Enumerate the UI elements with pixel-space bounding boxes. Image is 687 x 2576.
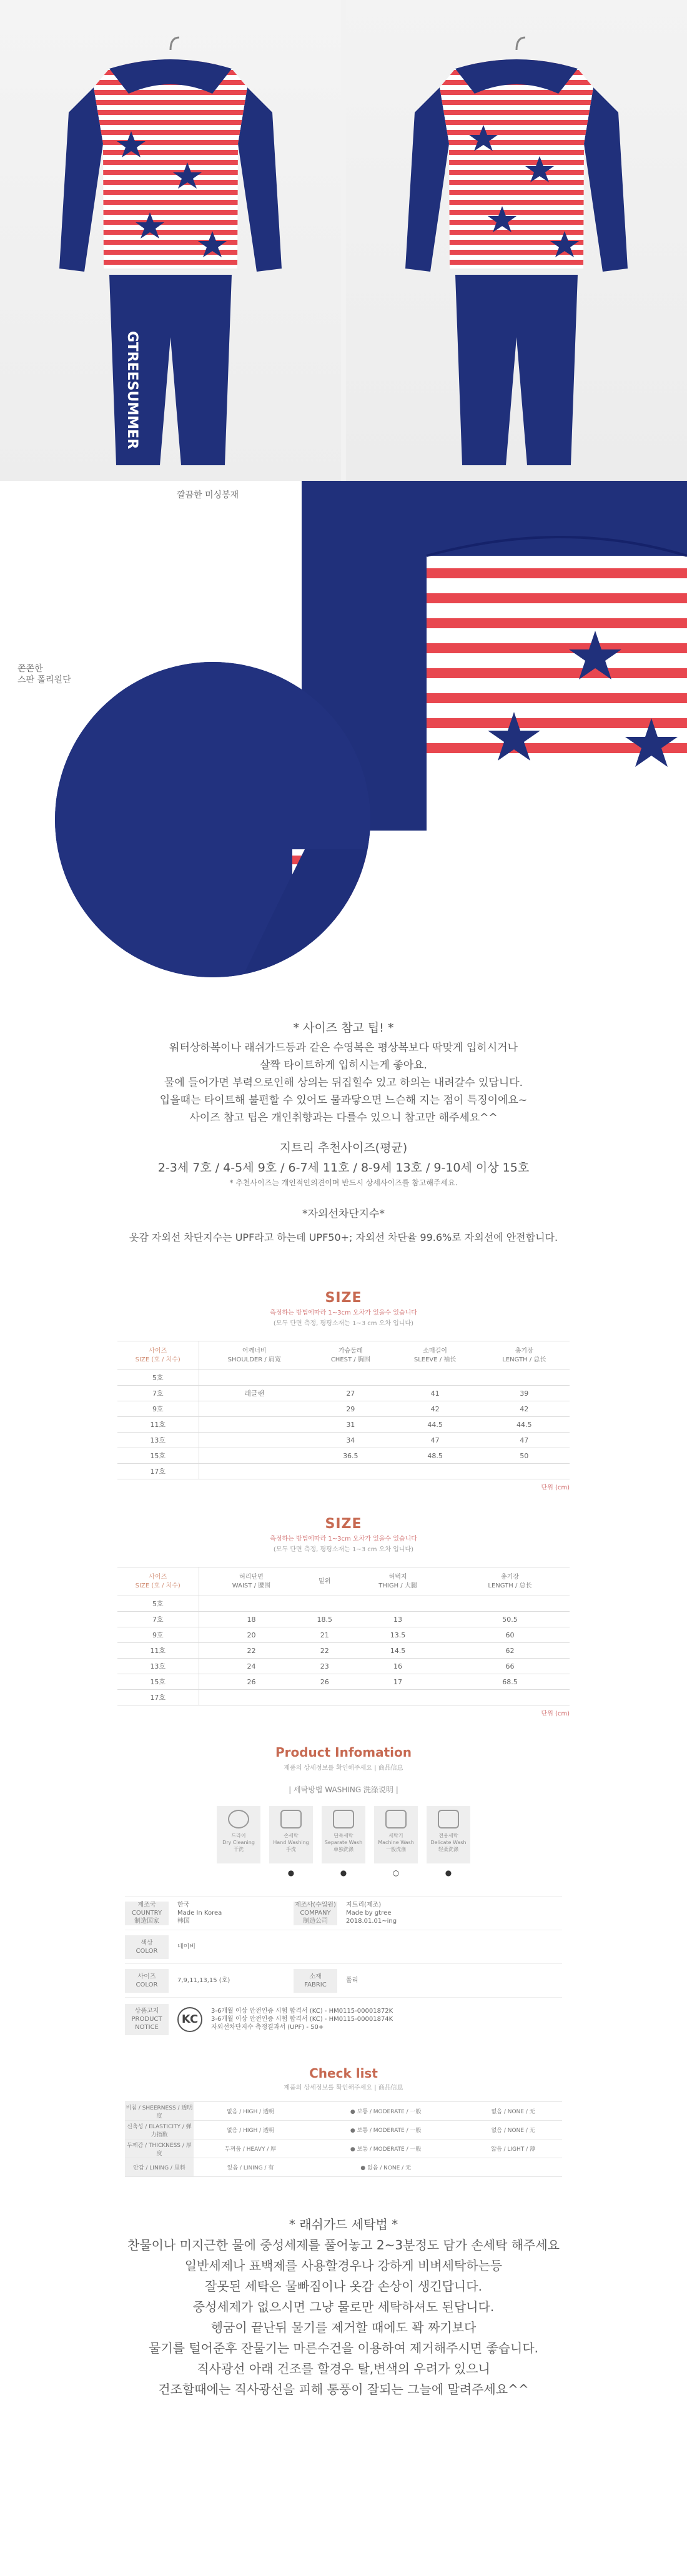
no-tumble-dry-icon [438,1810,459,1828]
size-cell: 5호 [117,1596,199,1612]
check-list-section [0,2066,687,2177]
size-cell: 31 [310,1417,392,1433]
washing-machine-icon [385,1810,407,1828]
product-photo-front [0,0,341,481]
check-option: 없음 / HIGH / 透明 [194,2121,307,2139]
table-row [117,1659,570,1674]
size-cell: 11호 [117,1417,199,1433]
size-note: 측정하는 방법에따라 1~3cm 오차가 있을수 있습니다 [270,1536,417,1542]
table-row [117,1596,570,1612]
tips-heading: * 사이즈 참고 팁! * [293,1021,394,1035]
info-value: 한국 Made In Korea 韩国 [177,1902,222,1925]
size-cell: 15호 [117,1448,199,1464]
product-info-table [125,1896,562,2041]
wash-mark: ○ [392,1868,400,1877]
size-title: SIZE [325,1516,362,1532]
size-cell [199,1401,310,1417]
wash-mark: ● [340,1868,347,1877]
size-cell [304,1596,345,1612]
uv-text: 옷감 자외선 차단지수는 UPF라고 하는데 UPF50+; 자외선 차단율 99.6%로 자외선에 안전합니다. [129,1231,558,1243]
washing-heading: * 래쉬가드 세탁법 * [289,2217,398,2232]
size-header: 사이즈 SIZE (호 / 치수) [117,1341,199,1370]
size-cell [199,1417,310,1433]
size-cell [310,1370,392,1386]
size-note: (모두 단면 측정, 평평소재는 1~3 cm 오차 입니다) [273,1320,414,1327]
size-header: 소매길이 SLEEVE / 袖长 [392,1341,479,1370]
table-row [117,1433,570,1448]
size-title: SIZE [325,1290,362,1306]
size-cell: 34 [310,1433,392,1448]
check-label: 비침 / SHEERNESS / 透明度 [125,2102,194,2121]
size-cell: 42 [479,1401,570,1417]
size-unit: 단위 (cm) [541,1710,570,1717]
size-header: 사이즈 SIZE (호 / 치수) [117,1567,199,1596]
size-cell: 21 [304,1627,345,1643]
size-cell: 래글랜 [199,1386,310,1401]
product-info-subtitle: 제품의 상세정보를 확인해주세요 | 商品信息 [284,1765,403,1772]
size-cell: 66 [450,1659,570,1674]
check-option: 있음 / LINING / 有 [194,2158,307,2177]
wash-mark: ● [287,1868,295,1877]
wash-label: 손세탁 Hand Washing 手洗 [273,1833,309,1852]
recommend-heading: 지트리 추천사이즈(평균) [279,1141,408,1155]
check-label: 두께감 / THICKNESS / 厚度 [125,2139,194,2158]
check-list-subtitle: 제품의 상세정보를 확인해주세요 | 商品信息 [284,2085,403,2091]
check-list-title: Check list [309,2066,378,2081]
wash-label: 세탁기 Machine Wash 一般洗涤 [378,1833,414,1852]
size-cell [199,1370,310,1386]
size-cell: 50.5 [450,1612,570,1627]
info-value: 폴리 [346,1977,358,1984]
info-label: 소재 FABRIC [294,1969,337,1993]
dry-cleaning-icon [228,1810,249,1828]
bottom-size-table [117,1567,570,1705]
size-header: 어깨너비 SHOULDER / 肩宽 [199,1341,310,1370]
size-cell: 36.5 [310,1448,392,1464]
info-value: 3-6개월 이상 안전인증 시험 합격서 (KC) - HM0115-00001872K 3-6개월 이상 안전인증 시험 합격서 (KC) - HM0115-00001874K 자외선차단지수 측정결과서 (UPF) - 50+ [211,2008,393,2031]
size-cell: 44.5 [479,1417,570,1433]
size-cell: 68.5 [450,1674,570,1690]
size-cell [199,1596,304,1612]
check-row [125,2139,562,2158]
wash-methods [0,1806,687,1863]
table-row [117,1612,570,1627]
size-cell: 22 [199,1643,304,1659]
info-label: 제조국 COUNTRY 制造国家 [125,1902,169,1925]
wash-method [374,1806,418,1863]
size-cell [199,1448,310,1464]
recommend-ages: 2-3세 7호 / 4-5세 9호 / 6-7세 11호 / 8-9세 13호 / 9-10세 이상 15호 [157,1161,530,1175]
size-header: 허벅지 THIGH / 大腿 [345,1567,450,1596]
wash-mark [217,1868,260,1877]
bottom-size-block [0,1516,687,1717]
size-cell: 7호 [117,1386,199,1401]
wash-heading: | 세탁방법 WASHING 洗涤说明 | [289,1785,398,1794]
rashguard-front-illustration [0,0,341,481]
info-row-notice [125,1997,562,2041]
tips-line: 워터상하복이나 래쉬가드등과 같은 수영복은 평상복보다 딱맞게 입히시거나 [169,1042,518,1054]
size-cell [479,1370,570,1386]
caption-seam: 깔끔한 미싱봉재 [177,490,239,500]
closeup-section [0,481,687,1012]
size-cell: 18.5 [304,1612,345,1627]
size-cell: 50 [479,1448,570,1464]
size-cell: 23 [304,1659,345,1674]
size-cell: 48.5 [392,1448,479,1464]
fabric-closeup-illustration [55,662,370,977]
tips-line: 살짝 타이트하게 입히시는게 좋아요. [260,1059,427,1072]
washing-line: 직사광선 아래 건조를 할경우 탈,변색의 우려가 있으니 [197,2361,490,2376]
wash-mark: ● [445,1868,452,1877]
check-option: 두꺼움 / HEAVY / 厚 [194,2139,307,2158]
product-info-section [0,1745,687,2041]
table-row [117,1643,570,1659]
washing-line: 헹굼이 끝난뒤 물기를 제거할 때에도 꽉 짜기보다 [210,2320,477,2335]
table-row [117,1690,570,1705]
wash-label: 전용세탁 Delicate Wash 轻柔洗涤 [430,1833,467,1852]
size-cell [199,1433,310,1448]
size-header: 총기장 LENGTH / 总长 [450,1567,570,1596]
check-option: 얇음 / LIGHT / 薄 [464,2139,562,2158]
wash-method [322,1806,365,1863]
size-cell: 42 [392,1401,479,1417]
check-label: 신축성 / ELASTICITY / 弹力指数 [125,2121,194,2139]
info-row-color [125,1930,562,1963]
check-list-table [125,2101,562,2177]
table-row [117,1674,570,1690]
size-cell: 5호 [117,1370,199,1386]
washing-line: 건조할때에는 직사광선을 피해 통풍이 잘되는 그늘에 말려주세요^^ [158,2382,529,2397]
size-cell: 7호 [117,1612,199,1627]
table-row [117,1627,570,1643]
wash-method [427,1806,470,1863]
check-option: 없음 / NONE / 无 [464,2121,562,2139]
wash-marks [0,1868,687,1877]
info-value: 7,9,11,13,15 (호) [177,1977,230,1984]
check-row [125,2102,562,2121]
size-note: (모두 단면 측정, 평평소재는 1~3 cm 오차 입니다) [273,1546,414,1553]
check-option [464,2158,562,2177]
check-option: ● 보통 / MODERATE / 一般 [307,2139,464,2158]
size-cell [304,1690,345,1705]
hand-washing-icon [280,1810,302,1828]
table-row [117,1401,570,1417]
wash-label: 단독세탁 Separate Wash 单独洗涤 [324,1833,363,1852]
size-cell [392,1370,479,1386]
caption-fabric [17,663,71,686]
washing-line: 중성세제가 없으시면 그냥 물로만 세탁하셔도 된답니다. [192,2299,495,2314]
size-cell: 60 [450,1627,570,1643]
washing-line: 일반세제나 표백제를 사용할경우나 강하게 비벼세탁하는등 [184,2258,503,2273]
size-cell: 26 [199,1674,304,1690]
top-size-table [117,1341,570,1479]
check-label: 안감 / LINING / 里料 [125,2158,194,2177]
size-header: 총기장 LENGTH / 总长 [479,1341,570,1370]
caption-fabric-line2: 스판 폴리원단 [17,675,71,685]
size-note: 측정하는 방법에따라 1~3cm 오차가 있을수 있습니다 [270,1310,417,1316]
wash-label: 드라이 Dry Cleaning 干洗 [222,1833,255,1852]
size-cell [345,1596,450,1612]
table-row [117,1448,570,1464]
size-cell: 16 [345,1659,450,1674]
check-option: ● 보통 / MODERATE / 一般 [307,2121,464,2139]
size-cell: 27 [310,1386,392,1401]
check-option: ● 없음 / NONE / 无 [307,2158,464,2177]
size-cell: 17호 [117,1464,199,1479]
size-tips [0,1012,687,1246]
rashguard-front-illustration-2 [346,0,687,481]
size-cell [310,1464,392,1479]
tips-line: 사이즈 참고 팁은 개인취향과는 다를수 있으니 참고만 해주세요^^ [189,1112,498,1124]
info-row-origin [125,1896,562,1930]
washing-line: 찬물이나 미지근한 물에 중성세제를 풀어놓고 2~3분정도 담가 손세탁 해주세요 [127,2238,560,2253]
wash-method [269,1806,313,1863]
top-size-block [0,1290,687,1491]
size-cell: 13호 [117,1659,199,1674]
size-cell [392,1464,479,1479]
table-row [117,1370,570,1386]
tips-line: 입을때는 타이트해 불편할 수 있어도 물과닿으면 느슨해 지는 점이 특징이에요~ [159,1094,528,1107]
info-label: 상품고지 PRODUCT NOTICE [125,2004,169,2035]
info-value: 네이비 [177,1943,195,1950]
check-option: 없음 / NONE / 无 [464,2102,562,2121]
size-cell: 47 [479,1433,570,1448]
size-cell [199,1464,310,1479]
size-cell [450,1596,570,1612]
size-cell: 9호 [117,1627,199,1643]
washing-section [0,2214,687,2400]
size-cell: 29 [310,1401,392,1417]
washing-line: 잘못된 세탁은 물빠짐이나 옷감 손상이 생긴답니다. [205,2279,482,2294]
size-cell: 13 [345,1612,450,1627]
washing-line: 물기를 털어준후 잔물기는 마른수건을 이용하여 제거해주시면 좋습니다. [148,2341,539,2356]
size-unit: 단위 (cm) [541,1484,570,1491]
size-cell: 26 [304,1674,345,1690]
table-row [117,1464,570,1479]
product-photos [0,0,687,481]
info-label: 색상 COLOR [125,1935,169,1959]
info-row-size [125,1963,562,1997]
table-row [117,1386,570,1401]
size-cell: 18 [199,1612,304,1627]
wash-method [217,1806,260,1863]
size-cell: 17 [345,1674,450,1690]
table-row [117,1417,570,1433]
size-cell: 44.5 [392,1417,479,1433]
size-cell: 9호 [117,1401,199,1417]
svg-text:GTREESUMMER: GTREESUMMER [124,331,140,450]
recommend-note: * 추천사이즈는 개인적인의견이며 반드시 상세사이즈를 참고해주세요. [229,1178,458,1187]
info-value: 지트리(제조) Made by gtree 2018.01.01~ing [346,1902,397,1925]
kc-mark: KC [177,2007,202,2032]
size-cell: 24 [199,1659,304,1674]
size-cell [199,1690,304,1705]
size-header: 가슴둘레 CHEST / 胸围 [310,1341,392,1370]
size-cell: 22 [304,1643,345,1659]
size-cell: 13.5 [345,1627,450,1643]
size-cell: 20 [199,1627,304,1643]
tips-line: 물에 들어가면 부력으로인해 상의는 뒤집힐수 있고 하의는 내려갈수 있답니다. [164,1077,523,1089]
size-cell [345,1690,450,1705]
fabric-closeup-photo [55,662,370,977]
caption-fabric-line1: 쫀쫀한 [17,664,43,674]
size-cell: 11호 [117,1643,199,1659]
size-cell [450,1690,570,1705]
check-option: ● 보통 / MODERATE / 一般 [307,2102,464,2121]
size-cell: 15호 [117,1674,199,1690]
size-header: 허리단면 WAIST / 腰围 [199,1567,304,1596]
size-cell: 14.5 [345,1643,450,1659]
check-row [125,2121,562,2139]
size-cell: 13호 [117,1433,199,1448]
size-header: 밑위 [304,1567,345,1596]
info-label: 제조사(수입원) COMPANY 制造公司 [294,1902,337,1925]
size-cell: 39 [479,1386,570,1401]
size-cell: 17호 [117,1690,199,1705]
product-info-title: Product Infomation [275,1745,412,1760]
separate-wash-icon [333,1810,354,1828]
size-cell: 47 [392,1433,479,1448]
product-photo-front-2 [346,0,687,481]
check-row [125,2158,562,2177]
info-label: 사이즈 COLOR [125,1969,169,1993]
size-cell: 41 [392,1386,479,1401]
size-cell [479,1464,570,1479]
size-cell: 62 [450,1643,570,1659]
uv-heading: *자외선차단지수* [302,1208,385,1220]
check-option: 없음 / HIGH / 透明 [194,2102,307,2121]
